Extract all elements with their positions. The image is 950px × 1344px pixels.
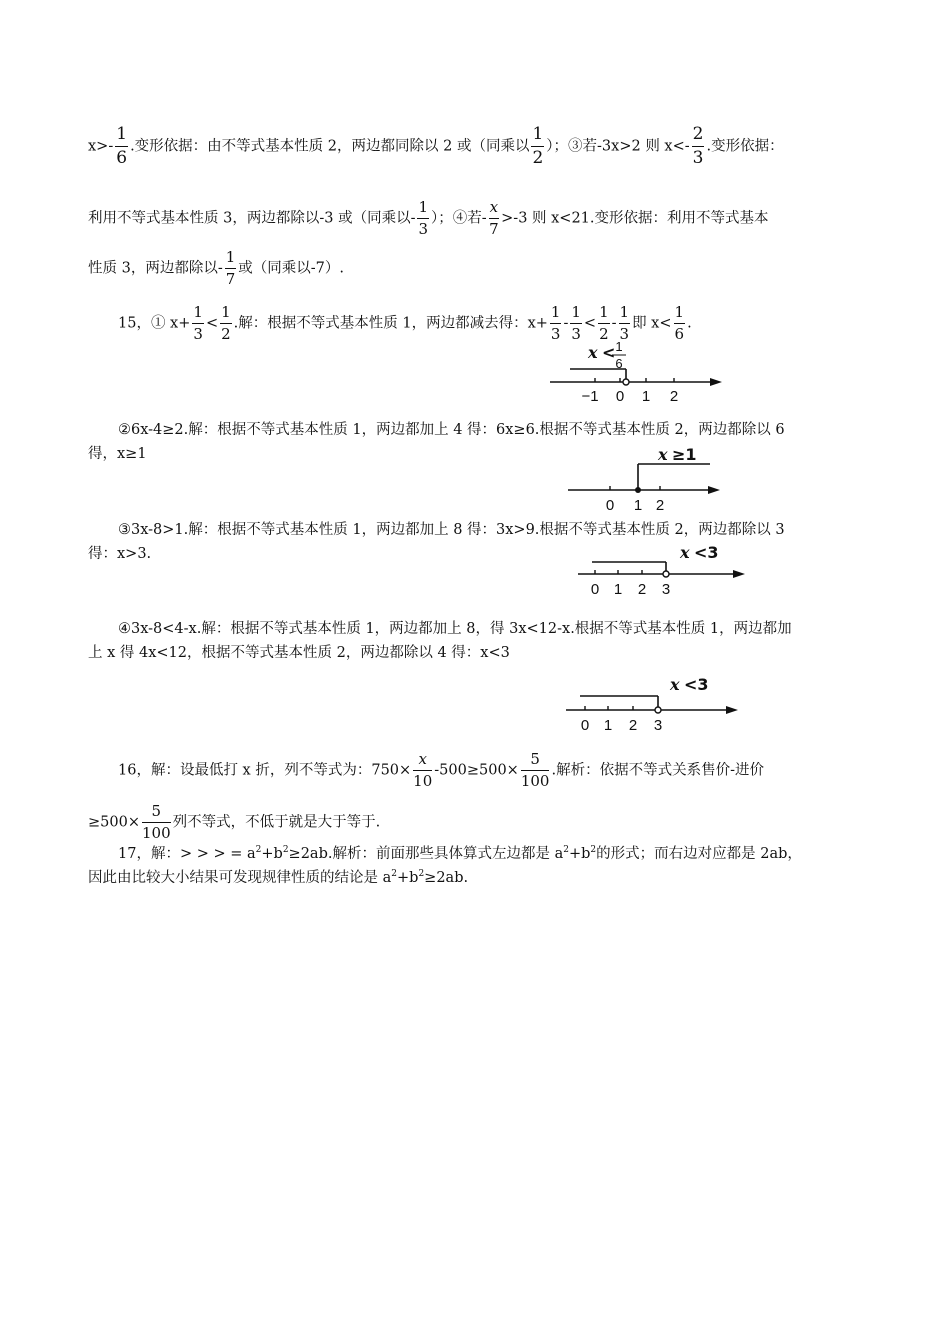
text: -500≥500× xyxy=(434,762,519,779)
numerator: 1 xyxy=(225,250,237,269)
numerator: 1 xyxy=(598,305,610,324)
denominator: 2 xyxy=(599,325,609,343)
axis-arrow xyxy=(708,486,720,494)
numerator: x xyxy=(489,200,499,219)
tick-label: 1 xyxy=(641,388,651,405)
text: 即 x< xyxy=(632,315,672,332)
text: 的形式；而右边对应都是 2ab， xyxy=(596,846,802,862)
text: . xyxy=(687,315,692,332)
tick-label: −1 xyxy=(581,388,599,405)
denominator: 100 xyxy=(520,772,550,790)
denominator: 2 xyxy=(221,325,231,343)
tick-label: 0 xyxy=(580,717,590,734)
axis-arrow xyxy=(733,570,745,578)
denominator: 2 xyxy=(532,148,544,168)
number-line-3-svg xyxy=(570,540,760,602)
tick-label: 0 xyxy=(590,581,600,598)
fraction xyxy=(417,200,429,237)
superscript: 2 xyxy=(391,869,397,880)
text: 17，解：> > > = a xyxy=(118,846,256,862)
text: < xyxy=(583,315,597,332)
q17-line-2 xyxy=(88,868,863,888)
open-endpoint xyxy=(655,707,661,713)
text: ）；④若- xyxy=(431,210,487,227)
fraction xyxy=(220,305,232,342)
p2-line-1 xyxy=(118,420,893,440)
superscript: 2 xyxy=(563,845,569,856)
denominator: 3 xyxy=(619,325,630,343)
fraction xyxy=(142,804,171,841)
solution-var: x xyxy=(670,675,680,694)
tick-label: 0 xyxy=(615,388,625,405)
denominator: 10 xyxy=(413,772,433,790)
tick-label: 2 xyxy=(637,581,647,598)
text: 上 x 得 4x<12，根据不等式基本性质 2，两边都除以 4 得：x<3 xyxy=(88,645,510,661)
solution-var: x xyxy=(680,543,690,562)
solution-symbol: < xyxy=(602,343,616,362)
open-endpoint xyxy=(623,379,629,385)
tick-label: 0 xyxy=(605,497,615,514)
numerator: 2 xyxy=(692,126,705,147)
p4-line-1 xyxy=(118,619,893,639)
tick-label: 2 xyxy=(669,388,679,405)
denominator: 3 xyxy=(571,325,581,343)
solution-var: x xyxy=(588,343,598,362)
fraction xyxy=(192,305,204,342)
q15-line xyxy=(118,305,893,342)
superscript: 2 xyxy=(255,845,262,856)
text: +b xyxy=(397,870,419,886)
text: 或（同乘以-7）. xyxy=(238,260,345,277)
text: .解析：依据不等式关系售价-进价 xyxy=(551,762,764,779)
q16-line-2 xyxy=(88,804,863,841)
numerator: 5 xyxy=(521,752,550,771)
fraction xyxy=(413,752,432,789)
text: < xyxy=(205,315,219,332)
denominator: 7 xyxy=(225,270,236,288)
fraction xyxy=(619,305,631,342)
denominator: 3 xyxy=(692,148,704,168)
superscript: 2 xyxy=(590,845,597,856)
text: 列不等式，不低于就是大于等于. xyxy=(172,814,381,831)
text: - xyxy=(611,315,617,332)
number-line-3 xyxy=(570,540,760,606)
text: >-3 则 x<21.变形依据：利用不等式基本 xyxy=(501,210,769,227)
text: .解：根据不等式基本性质 1，两边都减去得：x+ xyxy=(233,315,548,332)
text: ④3x-8<4-x.解：根据不等式基本性质 1，两边都加上 8，得 3x<12-x.根据不等式基本性质 1，两边都加 xyxy=(118,621,792,637)
text: .变形依据： xyxy=(706,138,784,155)
text: 性质 3，两边都除以- xyxy=(88,260,223,277)
superscript: 2 xyxy=(282,845,289,856)
text-line-3 xyxy=(88,250,863,287)
fraction xyxy=(674,305,686,342)
numerator: 1 xyxy=(192,305,204,324)
numerator: 1 xyxy=(570,305,582,324)
q17-line-1 xyxy=(118,844,893,864)
text: 得：x>3. xyxy=(88,546,152,562)
text: ≥2ab. xyxy=(424,870,469,886)
open-endpoint xyxy=(663,571,669,577)
denominator: 7 xyxy=(489,220,499,238)
number-line-4-svg xyxy=(558,672,748,736)
fraction xyxy=(598,305,610,342)
solution-var: x xyxy=(658,445,668,464)
tick-label: 1 xyxy=(633,497,643,514)
number-line-4 xyxy=(558,672,748,740)
denominator: 6 xyxy=(674,325,685,343)
text: .变形依据：由不等式基本性质 2，两边都同除以 2 或（同乘以 xyxy=(130,138,530,155)
number-line-1 xyxy=(540,338,740,414)
text: 15，① x+ xyxy=(118,315,191,332)
solution-frac-den: 6 xyxy=(615,356,623,371)
number-line-1-svg xyxy=(540,338,740,410)
denominator: 6 xyxy=(116,148,128,168)
fraction xyxy=(521,752,550,789)
fraction xyxy=(531,126,544,167)
fraction xyxy=(692,126,705,167)
text: 16，解：设最低打 x 折，列不等式为：750× xyxy=(118,762,412,779)
tick-label: 1 xyxy=(613,581,623,598)
p4-line-2 xyxy=(88,643,863,663)
denominator: 3 xyxy=(418,220,429,238)
numerator: x xyxy=(413,752,432,771)
solution-symbol: <3 xyxy=(684,675,709,694)
q16-line-1 xyxy=(118,752,893,789)
text: ≥2ab.解析：前面那些具体算式左边都是 a xyxy=(288,846,564,862)
solution-frac-num: 1 xyxy=(615,339,623,354)
numerator: 1 xyxy=(619,305,631,324)
text: ③3x-8>1.解：根据不等式基本性质 1，两边都加上 8 得：3x>9.根据不等式基本性质 2，两边都除以 3 xyxy=(118,522,785,538)
superscript: 2 xyxy=(418,869,425,880)
fraction xyxy=(570,305,582,342)
axis-arrow xyxy=(726,706,738,714)
tick-label: 2 xyxy=(655,497,665,514)
p3-line-1 xyxy=(118,520,893,540)
text: ≥500× xyxy=(88,814,140,831)
numerator: 1 xyxy=(531,126,544,147)
text: 利用不等式基本性质 3，两边都除以-3 或（同乘以- xyxy=(88,210,416,227)
denominator: 3 xyxy=(550,325,561,343)
numerator: 1 xyxy=(417,200,429,219)
fraction xyxy=(115,126,128,167)
numerator: 1 xyxy=(115,126,128,147)
tick-label: 2 xyxy=(628,717,638,734)
tick-label: 3 xyxy=(653,717,663,734)
text: ②6x-4≥2.解：根据不等式基本性质 1，两边都加上 4 得：6x≥6.根据不等式基本性质 2，两边都除以 6 xyxy=(118,422,785,438)
denominator: 100 xyxy=(141,824,171,842)
denominator: 3 xyxy=(193,325,203,343)
tick-label: 1 xyxy=(603,717,613,734)
numerator: 1 xyxy=(550,305,562,324)
solution-symbol: ≥1 xyxy=(672,445,697,464)
text: +b xyxy=(568,846,591,862)
tick-label: 3 xyxy=(661,581,671,598)
p2-line-2 xyxy=(88,444,863,464)
text: 得，x≥1 xyxy=(88,446,147,462)
closed-endpoint xyxy=(635,487,641,493)
text: +b xyxy=(261,846,283,862)
numerator: 5 xyxy=(142,804,171,823)
text-line-2 xyxy=(88,200,863,237)
fraction xyxy=(489,200,499,237)
text-line-1 xyxy=(88,126,863,167)
numerator: 1 xyxy=(220,305,232,324)
solution-symbol: <3 xyxy=(694,543,719,562)
text: x>- xyxy=(88,138,114,155)
numerator: 1 xyxy=(674,305,686,324)
text: ）；③若-3x>2 则 x<- xyxy=(546,138,690,155)
axis-arrow xyxy=(710,378,722,386)
fraction xyxy=(225,250,237,287)
number-line-2 xyxy=(560,440,740,516)
text: 因此由比较大小结果可发现规律性质的结论是 a xyxy=(88,870,392,886)
text: - xyxy=(563,315,569,332)
fraction xyxy=(550,305,562,342)
number-line-2-svg xyxy=(560,440,740,512)
